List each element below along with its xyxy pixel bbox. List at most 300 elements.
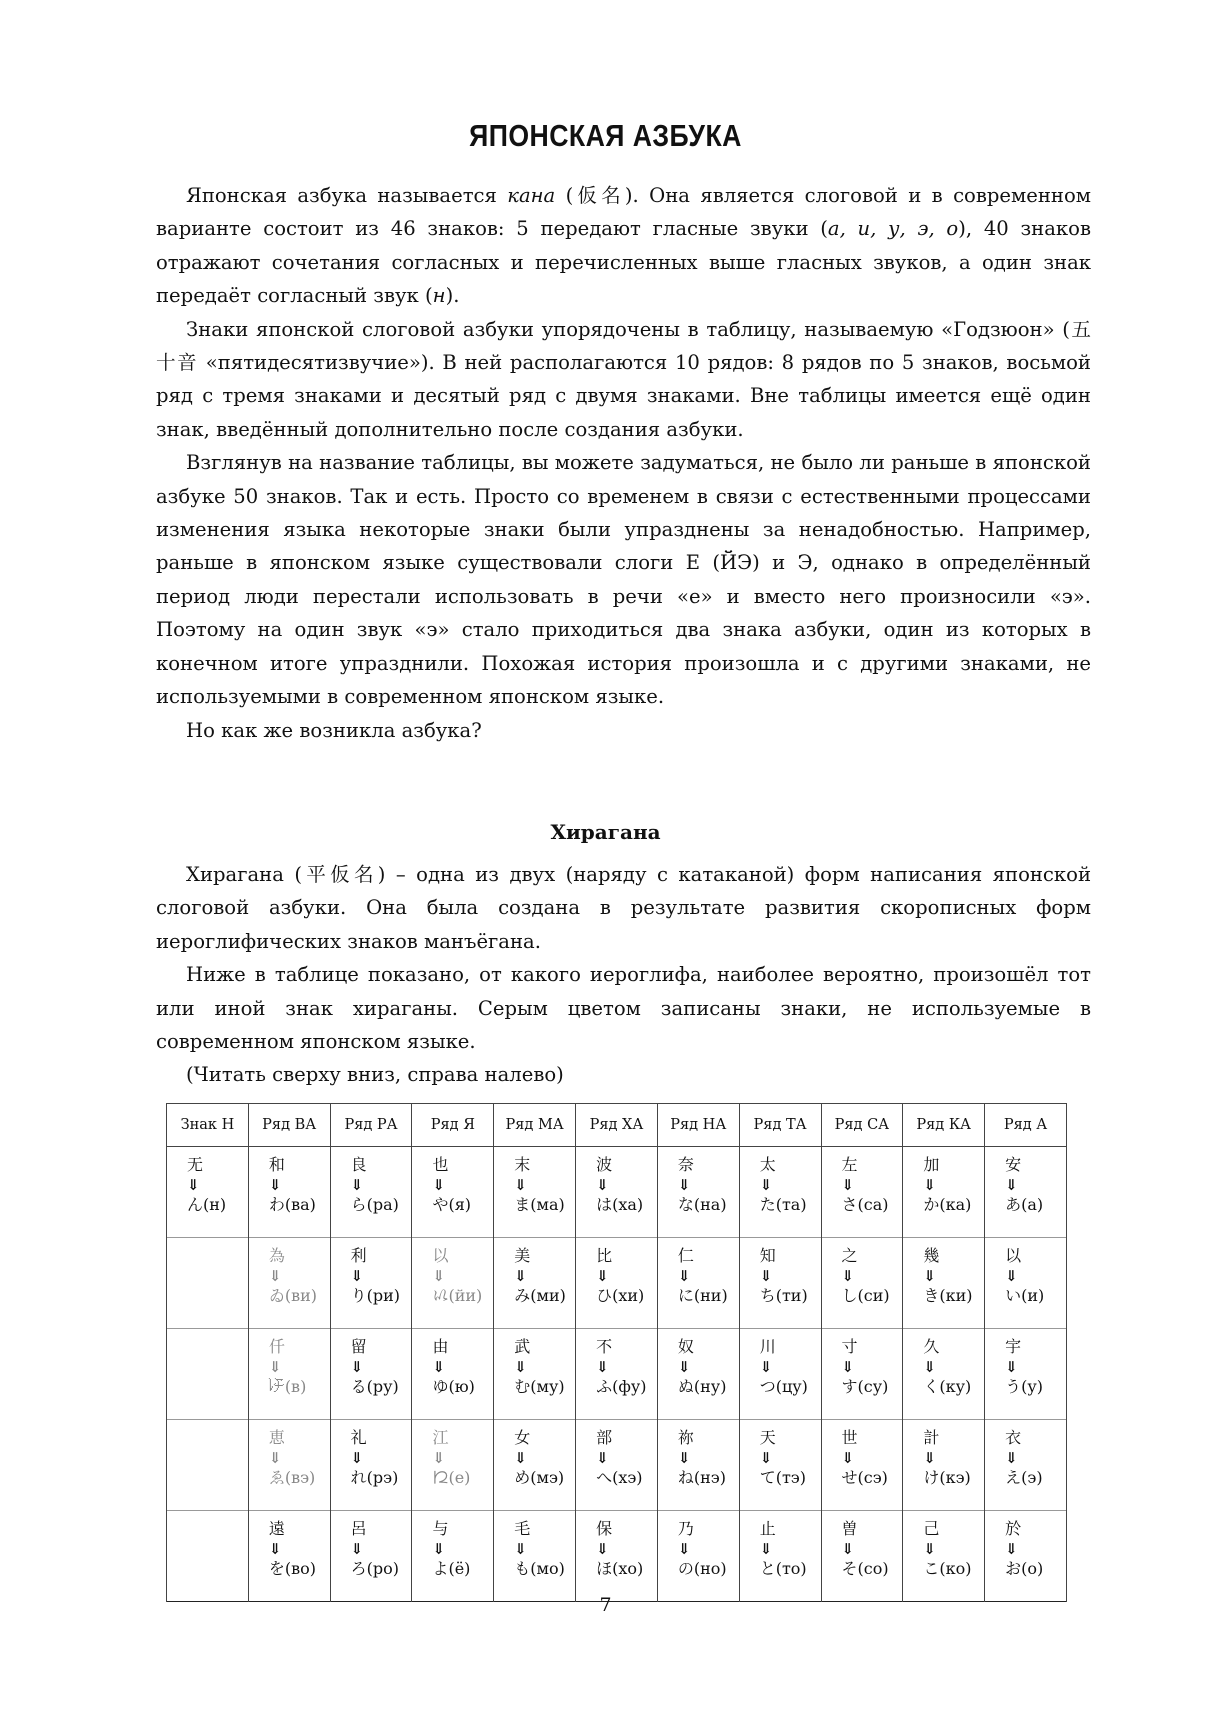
kana-result	[269, 1286, 330, 1306]
paragraph	[156, 313, 1091, 447]
kana-cell	[985, 1238, 1067, 1329]
down-arrow-icon: ⇓	[268, 1449, 282, 1467]
kana-result	[596, 1286, 657, 1306]
hiragana-char: ろ	[350, 1559, 367, 1578]
reading: (ка)	[939, 1195, 972, 1214]
down-arrow-icon: ⇓	[759, 1358, 773, 1376]
reading: (ва)	[284, 1195, 316, 1214]
down-arrow-icon: ⇓	[677, 1267, 691, 1285]
down-arrow-icon: ⇓	[759, 1267, 773, 1285]
hiragana-char: す	[841, 1377, 858, 1396]
kanji-source: 幾	[923, 1246, 940, 1265]
kana-result	[760, 1195, 821, 1215]
kana-cell	[985, 1147, 1067, 1238]
kanji-source: 之	[841, 1246, 858, 1265]
reading: (мо)	[530, 1559, 565, 1578]
kana-result	[269, 1377, 330, 1397]
kana-result	[842, 1377, 903, 1397]
hiragana-text	[156, 858, 1091, 1092]
kana-cell	[330, 1238, 412, 1329]
kana-result	[760, 1559, 821, 1579]
down-arrow-icon: ⇓	[923, 1267, 936, 1285]
kana-cell	[412, 1511, 494, 1602]
kanji-source: 川	[759, 1337, 776, 1356]
down-arrow-icon: ⇓	[514, 1540, 527, 1558]
down-arrow-icon: ⇓	[596, 1176, 609, 1194]
hiragana-char: ゆ	[432, 1377, 449, 1396]
reading: (хи)	[612, 1286, 645, 1305]
kana-cell	[903, 1238, 985, 1329]
reading: (хо)	[612, 1559, 644, 1578]
column-header: Ряд КА	[903, 1104, 985, 1147]
down-arrow-icon: ⇓	[596, 1449, 609, 1467]
kanji-source: 以	[1005, 1246, 1022, 1265]
kana-cell	[167, 1420, 249, 1511]
reading: (ма)	[530, 1195, 565, 1214]
down-arrow-icon: ⇓	[432, 1176, 446, 1194]
kanji-source: 久	[923, 1337, 940, 1356]
down-arrow-icon: ⇓	[759, 1540, 773, 1558]
kana-result	[678, 1286, 739, 1306]
reading: (ро)	[366, 1559, 399, 1578]
kanji-source: 安	[1005, 1155, 1022, 1174]
kanji-source: 遠	[268, 1519, 285, 1538]
kana-cell	[657, 1420, 739, 1511]
reading: (ё)	[448, 1559, 471, 1578]
column-header: Ряд ВА	[248, 1104, 330, 1147]
down-arrow-icon: ⇓	[1005, 1267, 1018, 1285]
kana-result	[269, 1195, 330, 1215]
kanji-source: 太	[759, 1155, 776, 1174]
hiragana-char: ら	[350, 1195, 367, 1214]
down-arrow-icon: ⇓	[841, 1540, 855, 1558]
kana-cell	[903, 1329, 985, 1420]
table-row	[167, 1511, 1067, 1602]
kana-cell	[494, 1420, 576, 1511]
hiragana-char: と	[759, 1559, 776, 1578]
hiragana-char: も	[514, 1559, 531, 1578]
paragraph	[156, 714, 1091, 747]
kanji-source: 礼	[350, 1428, 367, 1447]
kanji-source: 世	[841, 1428, 858, 1447]
reading: (ку)	[939, 1377, 972, 1396]
down-arrow-icon: ⇓	[350, 1176, 364, 1194]
hiragana-char: な	[677, 1195, 694, 1214]
kanji-source: 仟	[268, 1337, 285, 1356]
kana-result	[596, 1468, 657, 1488]
reading: (н)	[203, 1195, 227, 1214]
kana-cell	[412, 1147, 494, 1238]
column-header: Ряд МА	[494, 1104, 576, 1147]
reading: (на)	[693, 1195, 727, 1214]
kanji-source: 曽	[841, 1519, 858, 1538]
kanji-source: 為	[268, 1246, 285, 1265]
reading: (си)	[857, 1286, 890, 1305]
reading: (са)	[857, 1195, 889, 1214]
down-arrow-icon: ⇓	[841, 1449, 855, 1467]
down-arrow-icon: ⇓	[432, 1540, 446, 1558]
hiragana-char: の	[677, 1559, 694, 1578]
reading: (ри)	[366, 1286, 401, 1305]
hiragana-char: ち	[759, 1286, 776, 1305]
kanji-source: 奈	[677, 1155, 694, 1174]
reading: (рэ)	[366, 1468, 399, 1487]
kana-result	[923, 1468, 984, 1488]
down-arrow-icon: ⇓	[677, 1176, 691, 1194]
kana-cell	[903, 1147, 985, 1238]
kana-result	[760, 1468, 821, 1488]
kana-cell	[576, 1511, 658, 1602]
kana-cell	[739, 1329, 821, 1420]
kana-result	[596, 1195, 657, 1215]
kana-result	[760, 1377, 821, 1397]
hiragana-char: つ	[759, 1377, 776, 1396]
text-segment: Хирагана (平仮名) – одна из двух (наряду с катаканой) форм написания японской слоговой азбуки. Она была создана в результате развития скорописных форм иероглифических знаков манъёгана.	[156, 863, 1091, 953]
kana-cell	[494, 1511, 576, 1602]
text-segment: Знаки японской слоговой азбуки упорядочены в таблицу, называемую «Годзюон» (五十音 «пятидесятизвучие»). В ней располагаются 10 рядов: 8 рядов по 5 знаков, восьмой ряд с тремя знаками и десятый ряд с двумя знаками. Вне таблицы имеется ещё один знак, введённый дополнительно после создания азбуки.	[156, 317, 1091, 441]
kanji-source: 恵	[268, 1428, 285, 1447]
column-header: Ряд СА	[821, 1104, 903, 1147]
kanji-source: 知	[759, 1246, 776, 1265]
kana-cell	[739, 1511, 821, 1602]
kanji-source: 宇	[1005, 1337, 1022, 1356]
kana-result	[923, 1377, 984, 1397]
hiragana-char: ま	[514, 1195, 531, 1214]
reading: (му)	[530, 1377, 565, 1396]
hiragana-char: ひ	[596, 1286, 613, 1305]
reading: (ра)	[366, 1195, 399, 1214]
hiragana-char: さ	[841, 1195, 858, 1214]
kanji-source: 武	[514, 1337, 531, 1356]
reading: (ви)	[284, 1286, 317, 1305]
text-segment: Ниже в таблице показано, от какого иероглифа, наиболее вероятно, произошёл тот или иной знак хираганы. Серым цветом записаны знаки, не используемые в современном японском языке.	[156, 963, 1091, 1054]
hiragana-char: こ	[923, 1559, 940, 1578]
reading: (хэ)	[612, 1468, 643, 1487]
hiragana-char: ゐ	[268, 1286, 285, 1305]
hiragana-char: い	[1005, 1286, 1022, 1305]
down-arrow-icon: ⇓	[677, 1540, 691, 1558]
text-segment: Но как же возникла азбука?	[186, 718, 482, 742]
down-arrow-icon: ⇓	[350, 1267, 364, 1285]
text-segment: (仮名). Она является слоговой и в современном варианте состоит из 46 знаков: 5 передают гласные звуки (	[156, 184, 1092, 241]
hiragana-char: れ	[350, 1468, 367, 1487]
reading: (и)	[1021, 1286, 1045, 1305]
reading: (во)	[284, 1559, 316, 1578]
kanji-source: 利	[350, 1246, 367, 1265]
kana-result	[351, 1195, 412, 1215]
kana-cell	[412, 1238, 494, 1329]
section-heading: Хирагана	[550, 820, 661, 844]
kana-cell	[330, 1420, 412, 1511]
down-arrow-icon: ⇓	[432, 1449, 446, 1467]
hiragana-char: に	[677, 1286, 694, 1305]
kana-result	[269, 1468, 330, 1488]
down-arrow-icon: ⇓	[1005, 1540, 1018, 1558]
reading: (су)	[857, 1377, 889, 1396]
reading: (ко)	[939, 1559, 972, 1578]
kana-cell	[248, 1329, 330, 1420]
kana-cell	[739, 1420, 821, 1511]
kana-result	[432, 1559, 493, 1579]
kanji-source: 乃	[677, 1519, 694, 1538]
kanji-source: 留	[350, 1337, 367, 1356]
kana-cell	[657, 1329, 739, 1420]
reading: (ни)	[693, 1286, 728, 1305]
hiragana-char: 𛀁	[432, 1468, 449, 1487]
kana-cell	[167, 1511, 249, 1602]
paragraph	[156, 1058, 1091, 1091]
kana-cell	[576, 1238, 658, 1329]
text-segment: ).	[445, 284, 460, 308]
kana-result	[678, 1559, 739, 1579]
kana-cell	[985, 1511, 1067, 1602]
down-arrow-icon: ⇓	[923, 1358, 936, 1376]
text-segment: Японская азбука называется	[186, 184, 508, 207]
kana-cell	[248, 1420, 330, 1511]
hiragana-char: ぬ	[677, 1377, 694, 1396]
kana-cell	[576, 1420, 658, 1511]
column-header: Знак Н	[167, 1104, 249, 1147]
kanji-source: 加	[923, 1155, 940, 1174]
hiragana-char: み	[514, 1286, 531, 1305]
kana-result	[760, 1286, 821, 1306]
table-row	[167, 1238, 1067, 1329]
reading: (мэ)	[530, 1468, 565, 1487]
down-arrow-icon: ⇓	[596, 1267, 609, 1285]
kana-cell	[167, 1147, 249, 1238]
kana-result	[1005, 1559, 1066, 1579]
kanji-source: 由	[432, 1337, 449, 1356]
kanji-source: 美	[514, 1246, 531, 1265]
reading: (тэ)	[775, 1468, 806, 1487]
reading: (ру)	[366, 1377, 399, 1396]
kana-cell	[657, 1238, 739, 1329]
paragraph	[156, 858, 1091, 958]
down-arrow-icon: ⇓	[841, 1267, 855, 1285]
table-row	[167, 1420, 1067, 1511]
hiragana-char: め	[514, 1468, 531, 1487]
down-arrow-icon: ⇓	[514, 1358, 527, 1376]
kana-cell	[657, 1147, 739, 1238]
down-arrow-icon: ⇓	[841, 1358, 855, 1376]
reading: (вэ)	[284, 1468, 316, 1487]
kana-cell	[330, 1511, 412, 1602]
kana-result	[351, 1286, 412, 1306]
kana-cell	[167, 1238, 249, 1329]
kana-result	[923, 1559, 984, 1579]
kanji-source: 无	[187, 1155, 204, 1174]
kana-cell	[903, 1420, 985, 1511]
kanji-source: 保	[596, 1519, 613, 1538]
hiragana-char: け	[923, 1468, 940, 1487]
down-arrow-icon: ⇓	[432, 1267, 446, 1285]
kana-result	[432, 1195, 493, 1215]
down-arrow-icon: ⇓	[677, 1449, 691, 1467]
reading: (со)	[857, 1559, 889, 1578]
kana-cell	[494, 1147, 576, 1238]
kanji-source: 己	[923, 1519, 940, 1538]
down-arrow-icon: ⇓	[268, 1358, 282, 1376]
kana-result	[187, 1195, 248, 1215]
kana-cell	[576, 1329, 658, 1420]
kana-cell	[494, 1329, 576, 1420]
kana-result	[514, 1559, 575, 1579]
reading: (е)	[448, 1468, 471, 1487]
hiragana-char: て	[759, 1468, 776, 1487]
hiragana-char: お	[1005, 1559, 1022, 1578]
kanji-source: 和	[268, 1155, 285, 1174]
down-arrow-icon: ⇓	[923, 1449, 936, 1467]
down-arrow-icon: ⇓	[268, 1176, 282, 1194]
down-arrow-icon: ⇓	[514, 1449, 527, 1467]
down-arrow-icon: ⇓	[268, 1267, 282, 1285]
kana-result	[432, 1468, 493, 1488]
kana-result	[351, 1377, 412, 1397]
reading: (ха)	[612, 1195, 644, 1214]
down-arrow-icon: ⇓	[1005, 1358, 1018, 1376]
kanji-source: 比	[596, 1246, 613, 1265]
kana-result	[678, 1468, 739, 1488]
down-arrow-icon: ⇓	[596, 1540, 609, 1558]
kana-result	[351, 1468, 412, 1488]
kana-cell	[576, 1147, 658, 1238]
kana-result	[1005, 1377, 1066, 1397]
reading: (цу)	[775, 1377, 808, 1396]
reading: (я)	[448, 1195, 472, 1214]
kana-cell	[330, 1147, 412, 1238]
kana-result	[514, 1286, 575, 1306]
text-segment: (Читать сверху вниз, справа налево)	[186, 1063, 564, 1087]
kanji-source: 寸	[841, 1337, 858, 1356]
hiragana-char: ん	[187, 1195, 204, 1214]
kana-result	[596, 1559, 657, 1579]
hiragana-char: わ	[268, 1195, 285, 1214]
kanji-source: 祢	[677, 1428, 694, 1447]
kanji-source: 也	[432, 1155, 449, 1174]
hiragana-char: ふ	[596, 1377, 613, 1396]
down-arrow-icon: ⇓	[514, 1176, 527, 1194]
italic-term: н	[432, 284, 446, 308]
kanji-source: 末	[514, 1155, 531, 1174]
kana-cell	[821, 1511, 903, 1602]
hiragana-char: そ	[841, 1559, 858, 1578]
kanji-source: 衣	[1005, 1428, 1022, 1447]
reading: (кэ)	[939, 1468, 971, 1487]
hiragana-char: せ	[841, 1468, 858, 1487]
text-segment: Взглянув на название таблицы, вы можете задуматься, не было ли раньше в японской азбуке 50 знаков. Так и есть. Просто со временем в связи с естественными процессами изменения языка некоторые знаки были упразднены за ненадобностью. Например, раньше в японском языке существовали слоги Е (ЙЭ) и Э, однако в определённый период люди перестали использовать в речи «е» и вместо него произносили «э». Поэтому на один звук «э» стало приходиться два знака азбуки, один из которых в конечном итоге упразднили. Похожая история произошла и с другими знаками, не используемыми в современном японском языке.	[156, 451, 1091, 709]
hiragana-char: り	[350, 1286, 367, 1305]
kana-result	[432, 1286, 493, 1306]
down-arrow-icon: ⇓	[759, 1449, 773, 1467]
kana-cell	[821, 1147, 903, 1238]
hiragana-char: を	[268, 1559, 285, 1578]
reading: (у)	[1021, 1377, 1044, 1396]
reading: (ки)	[939, 1286, 973, 1305]
table-row	[167, 1147, 1067, 1238]
kana-result	[842, 1195, 903, 1215]
kana-cell	[494, 1238, 576, 1329]
down-arrow-icon: ⇓	[514, 1267, 527, 1285]
hiragana-char: ゑ	[268, 1468, 285, 1487]
kana-cell	[985, 1329, 1067, 1420]
kanji-source: 部	[596, 1428, 613, 1447]
kanji-source: 呂	[350, 1519, 367, 1538]
down-arrow-icon: ⇓	[350, 1358, 364, 1376]
hiragana-char: や	[432, 1195, 449, 1214]
kanji-source: 波	[596, 1155, 613, 1174]
page-title: ЯПОНСКАЯ АЗБУКА	[469, 118, 742, 153]
down-arrow-icon: ⇓	[1005, 1176, 1018, 1194]
kana-cell	[985, 1420, 1067, 1511]
hiragana-char: た	[759, 1195, 776, 1214]
kanji-source: 不	[596, 1337, 613, 1356]
kana-cell	[821, 1238, 903, 1329]
kana-cell	[739, 1147, 821, 1238]
kana-cell	[412, 1420, 494, 1511]
kana-result	[923, 1195, 984, 1215]
hiragana-origin-table-wrap	[166, 1103, 1067, 1602]
hiragana-char: よ	[432, 1559, 449, 1578]
kana-result	[1005, 1195, 1066, 1215]
hiragana-char: へ	[596, 1468, 613, 1487]
column-header: Ряд А	[985, 1104, 1067, 1147]
hiragana-char: え	[1005, 1468, 1022, 1487]
hiragana-char: る	[350, 1377, 367, 1396]
kana-result	[842, 1286, 903, 1306]
paragraph	[156, 958, 1091, 1058]
kanji-source: 止	[759, 1519, 776, 1538]
down-arrow-icon: ⇓	[350, 1540, 364, 1558]
kana-result	[842, 1468, 903, 1488]
kanji-source: 仁	[677, 1246, 694, 1265]
kana-cell	[248, 1147, 330, 1238]
kanji-source: 奴	[677, 1337, 694, 1356]
kana-result	[1005, 1286, 1066, 1306]
down-arrow-icon: ⇓	[923, 1176, 936, 1194]
column-header: Ряд НА	[657, 1104, 739, 1147]
down-arrow-icon: ⇓	[841, 1176, 855, 1194]
hiragana-char: は	[596, 1195, 613, 1214]
kana-result	[596, 1377, 657, 1397]
kanji-source: 良	[350, 1155, 367, 1174]
hiragana-char: き	[923, 1286, 940, 1305]
kanji-source: 以	[432, 1246, 449, 1265]
intro-text	[156, 179, 1091, 747]
kana-result	[269, 1559, 330, 1579]
reading: (но)	[693, 1559, 727, 1578]
reading: (ми)	[530, 1286, 566, 1305]
paragraph	[156, 446, 1091, 713]
kanji-source: 与	[432, 1519, 449, 1538]
kana-result	[351, 1559, 412, 1579]
reading: (ну)	[693, 1377, 727, 1396]
kana-cell	[657, 1511, 739, 1602]
kana-cell	[739, 1238, 821, 1329]
column-header: Ряд ХА	[576, 1104, 658, 1147]
column-header: Ряд РА	[330, 1104, 412, 1147]
kana-cell	[903, 1511, 985, 1602]
kana-result	[432, 1377, 493, 1397]
reading: (а)	[1021, 1195, 1044, 1214]
kana-cell	[821, 1329, 903, 1420]
hiragana-char: む	[514, 1377, 531, 1396]
kana-cell	[248, 1238, 330, 1329]
page-number: 7	[599, 1594, 612, 1616]
reading: (в)	[284, 1377, 307, 1396]
table-header-row	[167, 1104, 1067, 1147]
kana-result	[514, 1377, 575, 1397]
table-row	[167, 1329, 1067, 1420]
